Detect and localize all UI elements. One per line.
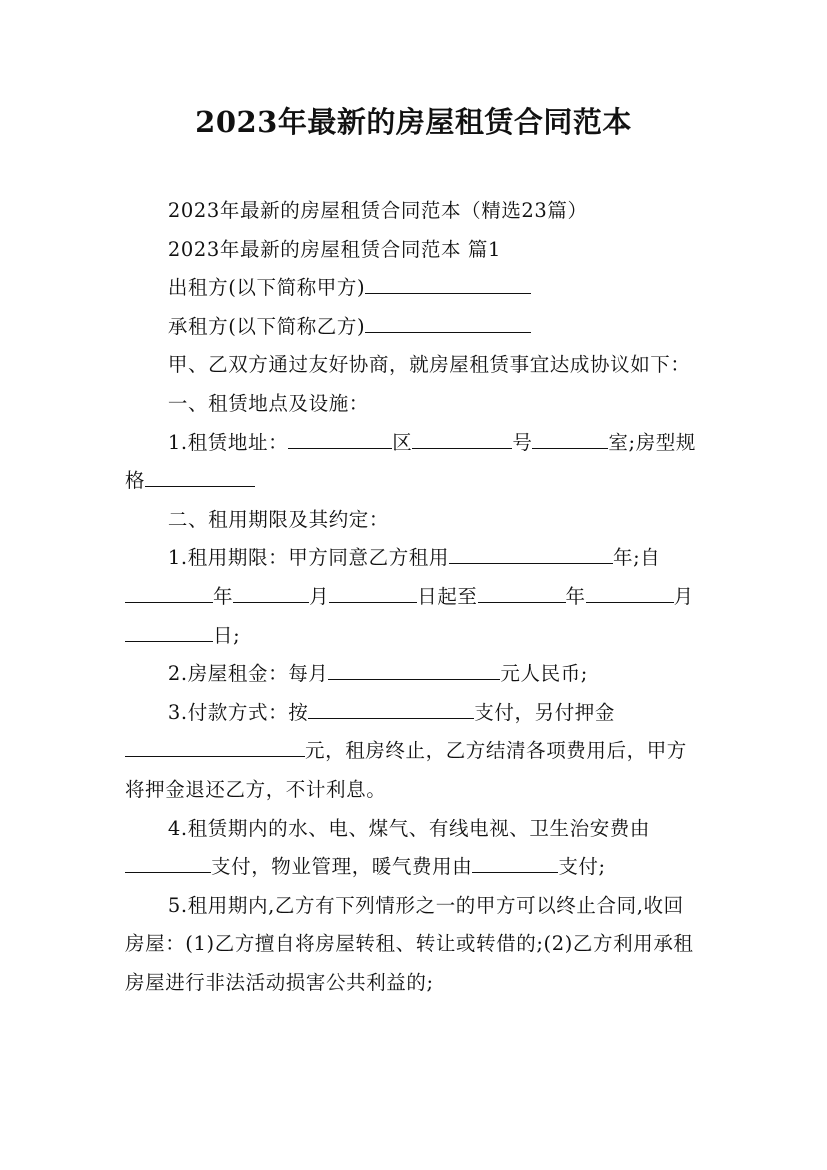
lessee-blank xyxy=(365,314,531,333)
lessor-label: 出租方(以下简称甲方) xyxy=(167,276,366,300)
end-month-blank xyxy=(586,584,674,603)
part-heading: 2023年最新的房屋租赁合同范本 篇1 xyxy=(167,237,502,261)
s2-item2-text-a: 2.房屋租金：每月 xyxy=(167,662,329,686)
s2-item3-text-c: 元，租房终止，乙方结清各项费用后，甲方将押金退还乙方，不计利息。 xyxy=(125,739,687,801)
s1-item1-text-a: 1.租赁地址： xyxy=(167,430,289,454)
s2-item1-text-b: 年;自 xyxy=(613,546,661,570)
s2-item4 xyxy=(125,810,703,887)
s2-item1-text-g: 月 xyxy=(673,584,694,608)
lessee-line xyxy=(125,308,703,347)
lessee-label: 承租方(以下简称乙方) xyxy=(167,314,366,338)
end-day-blank xyxy=(125,623,213,642)
s2-item5: 5.租用期内,乙方有下列情形之一的甲方可以终止合同,收回房屋：(1)乙方擅自将房屋转租、转让或转借的;(2)乙方利用承租房屋进行非法活动损害公共利益的; xyxy=(125,893,694,994)
document-body xyxy=(125,192,703,1002)
s2-item2 xyxy=(125,655,703,694)
document-title: 2023年最新的房屋租赁合同范本 xyxy=(195,105,632,139)
s2-item1-text-c: 年 xyxy=(213,584,234,608)
s1-item1-text-b: 区 xyxy=(392,430,413,454)
start-month-blank xyxy=(233,584,309,603)
s2-item4-text-b: 支付，物业管理，暖气费用由 xyxy=(211,855,473,879)
start-day-blank xyxy=(329,584,417,603)
s1-item1-text-d: 室;房型规格 xyxy=(125,430,696,493)
lessor-blank xyxy=(365,275,531,294)
section1-heading: 一、租赁地点及设施： xyxy=(167,391,369,415)
s2-item1 xyxy=(125,539,703,655)
s1-item1 xyxy=(125,424,703,501)
deposit-blank xyxy=(125,738,305,757)
room-type-blank xyxy=(145,468,255,487)
term-years-blank xyxy=(449,545,613,564)
s2-item3-text-b: 支付，另付押金 xyxy=(474,700,615,724)
s2-item1-text-e: 日起至 xyxy=(417,584,478,608)
heating-payer-blank xyxy=(472,854,558,873)
s2-item1-text-a: 1.租用期限：甲方同意乙方租用 xyxy=(167,546,449,570)
room-blank xyxy=(532,430,608,449)
subtitle-paragraph: 2023年最新的房屋租赁合同范本（精选23篇） xyxy=(167,199,588,222)
payment-method-blank xyxy=(308,700,474,719)
s1-item1-text-c: 号 xyxy=(512,430,533,454)
number-blank xyxy=(412,430,512,449)
section2-heading: 二、租用期限及其约定： xyxy=(167,507,389,531)
s2-item1-text-d: 月 xyxy=(309,584,330,608)
s2-item4-text-c: 支付; xyxy=(558,855,606,879)
district-blank xyxy=(288,430,392,449)
s2-item4-text-a: 4.租赁期内的水、电、煤气、有线电视、卫生治安费由 xyxy=(167,816,650,840)
s2-item2-text-b: 元人民币; xyxy=(500,662,588,686)
start-year-blank xyxy=(125,584,213,603)
s2-item1-text-h: 日; xyxy=(213,623,241,647)
end-year-blank xyxy=(478,584,566,603)
s2-item3-text-a: 3.付款方式：按 xyxy=(167,700,309,724)
s2-item3 xyxy=(125,694,703,810)
s2-item1-text-f: 年 xyxy=(565,584,586,608)
utilities-payer-blank xyxy=(125,854,211,873)
intro-paragraph: 甲、乙双方通过友好协商，就房屋租赁事宜达成协议如下： xyxy=(167,353,691,377)
lessor-line xyxy=(125,269,703,308)
monthly-rent-blank xyxy=(328,661,500,680)
